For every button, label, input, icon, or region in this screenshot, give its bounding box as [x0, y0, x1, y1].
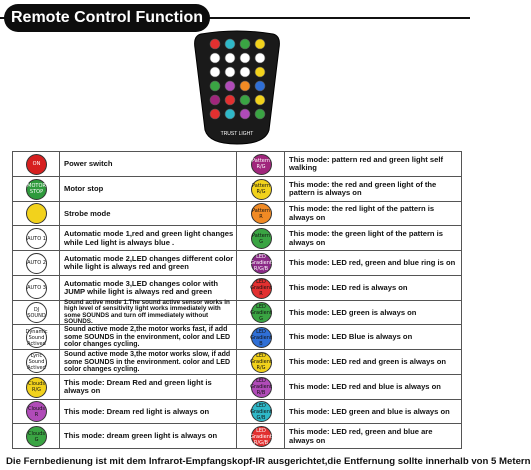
button-label: AUTO 2	[27, 260, 46, 267]
button-label: Pattern R/G	[252, 183, 270, 196]
remote-button	[225, 67, 235, 77]
button-label: DJ SOUND	[27, 306, 46, 319]
mode-description-text: Power switch	[64, 159, 113, 169]
dj-sound-icon	[26, 302, 47, 323]
clouds-r-icon	[26, 401, 47, 422]
description-cell	[60, 177, 237, 202]
pattern-r-icon	[251, 203, 272, 224]
remote-button	[210, 81, 220, 91]
header	[0, 4, 470, 32]
mode-description	[289, 178, 459, 201]
button-label: LED Gradient R/B	[250, 378, 272, 397]
button-label: Pattern R/G	[252, 158, 270, 171]
remote-button	[210, 67, 220, 77]
description-cell	[60, 400, 237, 425]
description-cell	[285, 276, 462, 301]
mode-description	[289, 302, 459, 325]
mode-description-text: This mode: dream green light is always on	[64, 431, 218, 441]
icon-cell	[13, 177, 60, 202]
mode-description	[64, 227, 234, 250]
remote-button	[255, 39, 265, 49]
button-label: ON	[32, 161, 41, 168]
description-cell	[285, 251, 462, 276]
description-cell	[285, 301, 462, 326]
mode-description	[289, 401, 459, 424]
icon-cell	[13, 325, 60, 350]
description-cell	[285, 424, 462, 449]
description-cell	[60, 375, 237, 400]
description-cell	[60, 226, 237, 251]
mode-description	[289, 277, 459, 300]
mode-description	[289, 153, 459, 176]
remote-button	[210, 53, 220, 63]
icon-cell	[237, 424, 285, 449]
mode-description-text: This mode: LED red and blue is always on	[289, 381, 441, 391]
description-cell	[60, 298, 237, 326]
mode-description-text: Automatic mode 2,LED changes different color while light is always red and green	[64, 253, 234, 272]
button-label: LED Gradient G/B	[250, 402, 272, 421]
description-cell	[285, 325, 462, 350]
button-label: LED Gradient R/G/B	[250, 254, 272, 273]
button-label: LED Gradient R/G/B	[250, 427, 272, 446]
icon-cell	[13, 375, 60, 400]
mode-description-text: This mode: LED green and blue is always on	[289, 406, 450, 416]
icon-cell	[237, 301, 285, 326]
mode-description-text: This mode: pattern red and green light self walking	[289, 154, 444, 173]
mode-description-text: Sound active mode 1.The sound active sensor works in high level of sensitivity light works immediately with some SOUNDS and turn off immediately without SOUNDS.	[64, 298, 230, 326]
led-gradient-rgb-icon	[251, 426, 272, 447]
mode-description	[64, 326, 234, 349]
mode-description-text: This mode: LED red, green and blue ring is on	[289, 258, 456, 268]
led-gradient-rg-icon	[251, 352, 272, 373]
auto-2-icon	[26, 253, 47, 274]
mode-description	[289, 351, 459, 374]
icon-cell	[237, 226, 285, 251]
remote-button	[255, 67, 265, 77]
remote-control-image	[191, 30, 283, 146]
mode-description-text: This mode: the red and green light of the pattern is always on	[289, 179, 437, 198]
icon-cell	[237, 400, 285, 425]
icon-cell	[13, 400, 60, 425]
icon-cell	[13, 152, 60, 177]
remote-body	[195, 31, 280, 144]
icon-cell	[237, 251, 285, 276]
mode-description-text: Automatic mode 3,LED changes color with JUMP while light is always red and green	[64, 278, 219, 297]
remote-button	[240, 81, 250, 91]
clouds-g-icon	[26, 426, 47, 447]
led-gradient-b-icon	[251, 327, 272, 348]
mode-description	[64, 178, 234, 201]
button-label: LED Gradient B	[250, 328, 272, 347]
mode-description-text: This mode: LED Blue is always on	[289, 332, 413, 342]
remote-button	[225, 81, 235, 91]
remote-button	[240, 67, 250, 77]
mode-description	[289, 376, 459, 399]
icon-cell	[13, 424, 60, 449]
mode-description	[289, 252, 459, 275]
power-icon	[26, 154, 47, 175]
remote-button	[255, 109, 265, 119]
mode-description-text: This mode: the green light of the pattern is always on	[289, 229, 443, 247]
remote-button	[255, 53, 265, 63]
description-cell	[285, 400, 462, 425]
button-label: Clouds R/G	[28, 381, 45, 394]
icon-cell	[237, 375, 285, 400]
remote-button	[240, 39, 250, 49]
mode-description-text: This mode: Dream red light is always on	[64, 406, 210, 416]
led-gradient-rgb-icon	[251, 253, 272, 274]
mode-description-text: Automatic mode 1,red and green light changes while Led light is always blue .	[64, 229, 234, 247]
button-label: LED Gradient R	[250, 279, 272, 298]
remote-button	[225, 39, 235, 49]
mode-description-text: Sound active mode 3,the motor works slow, if add some SOUNDS in the environment. color and LED color changes cycling.	[64, 350, 231, 374]
strobe-icon	[26, 203, 47, 224]
mode-description-text: Strobe mode	[64, 208, 111, 218]
mode-description-text: This mode: LED green is always on	[289, 307, 417, 317]
button-label: LED Gradient R/G	[250, 353, 272, 372]
icon-cell	[13, 276, 60, 301]
mode-description	[289, 227, 459, 250]
mode-description	[64, 401, 234, 424]
description-cell	[285, 177, 462, 202]
description-cell	[60, 202, 237, 227]
mode-description-text: This mode: Dream Red and green light is always on	[64, 377, 212, 396]
button-label: LED Gradient G	[250, 303, 272, 322]
button-label: Pattern G	[252, 232, 270, 245]
icon-cell	[237, 152, 285, 177]
mode-description	[289, 425, 459, 448]
description-cell	[60, 276, 237, 301]
led-gradient-r-icon	[251, 278, 272, 299]
remote-button	[255, 81, 265, 91]
mode-description	[64, 298, 234, 326]
mode-description	[289, 203, 459, 226]
mode-description-text: Motor stop	[64, 183, 104, 193]
icon-cell	[13, 202, 60, 227]
description-cell	[60, 325, 237, 350]
icon-cell	[237, 276, 285, 301]
remote-button	[240, 53, 250, 63]
icon-cell	[13, 226, 60, 251]
clouds-rg-icon	[26, 377, 47, 398]
led-gradient-g-icon	[251, 302, 272, 323]
remote-button	[240, 95, 250, 105]
icon-cell	[237, 325, 285, 350]
button-label: MOTOR STOP	[27, 183, 46, 196]
description-cell	[60, 251, 237, 276]
mode-description	[64, 153, 234, 176]
description-cell	[285, 202, 462, 227]
pattern-rg-icon	[251, 154, 272, 175]
lyric-sound-icon	[26, 352, 47, 373]
motor-stop-icon	[26, 179, 47, 200]
description-cell	[285, 152, 462, 177]
button-label: AUTO 3	[27, 285, 46, 292]
remote-button	[210, 109, 220, 119]
description-cell	[285, 375, 462, 400]
remote-button	[225, 95, 235, 105]
icon-cell	[237, 350, 285, 375]
description-cell	[60, 424, 237, 449]
remote-button	[225, 109, 235, 119]
page-title: Remote Control Function	[4, 4, 210, 32]
mode-description-text: This mode: LED red and green is always on	[289, 357, 446, 367]
remote-button	[225, 53, 235, 63]
mode-description	[64, 425, 234, 448]
mode-description-text: This mode: LED red, green and blue are always on	[289, 427, 433, 445]
remote-brand-label: TRUST LIGHT	[220, 131, 254, 137]
dynamic-sound-icon	[26, 327, 47, 348]
icon-cell	[13, 350, 60, 375]
icon-cell	[237, 177, 285, 202]
mode-description-text: Sound active mode 2,the motor works fast, if add some SOUNDS in the environment, color and LED color changes cycling.	[64, 326, 231, 349]
button-label: AUTO 1	[27, 235, 46, 242]
mode-description	[64, 203, 234, 226]
description-cell	[60, 350, 237, 375]
description-cell	[285, 350, 462, 375]
pattern-g-icon	[251, 228, 272, 249]
button-label: Dynamic Sound Actived	[25, 328, 48, 347]
auto-1-icon	[26, 228, 47, 249]
function-table	[12, 151, 462, 449]
auto-3-icon	[26, 278, 47, 299]
footer-note: Die Fernbedienung ist mit dem Infrarot-Empfangskopf-IR ausgerichtet,die Entfernung sollte innerhalb von 5 Metern	[6, 456, 531, 467]
led-gradient-gb-icon	[251, 401, 272, 422]
mode-description-text: This mode: LED red is always on	[289, 282, 408, 292]
mode-description	[289, 326, 459, 349]
mode-description-text: This mode: the red light of the pattern is always on	[289, 204, 435, 222]
description-cell	[60, 152, 237, 177]
led-gradient-rb-icon	[251, 377, 272, 398]
pattern-rg-icon	[251, 179, 272, 200]
button-label: Pattern R	[252, 207, 270, 220]
remote-button	[255, 95, 265, 105]
mode-description	[64, 376, 234, 399]
button-label: Clouds R	[28, 405, 45, 418]
description-cell	[285, 226, 462, 251]
mode-description	[64, 252, 234, 275]
mode-description	[64, 351, 234, 374]
icon-cell	[13, 301, 60, 326]
mode-description	[64, 277, 234, 300]
icon-cell	[13, 251, 60, 276]
button-label: Clouds G	[28, 430, 45, 443]
remote-button	[210, 95, 220, 105]
button-label: Lyric Sound Actived	[27, 353, 46, 372]
remote-button	[240, 109, 250, 119]
icon-cell	[237, 202, 285, 227]
remote-button	[210, 39, 220, 49]
